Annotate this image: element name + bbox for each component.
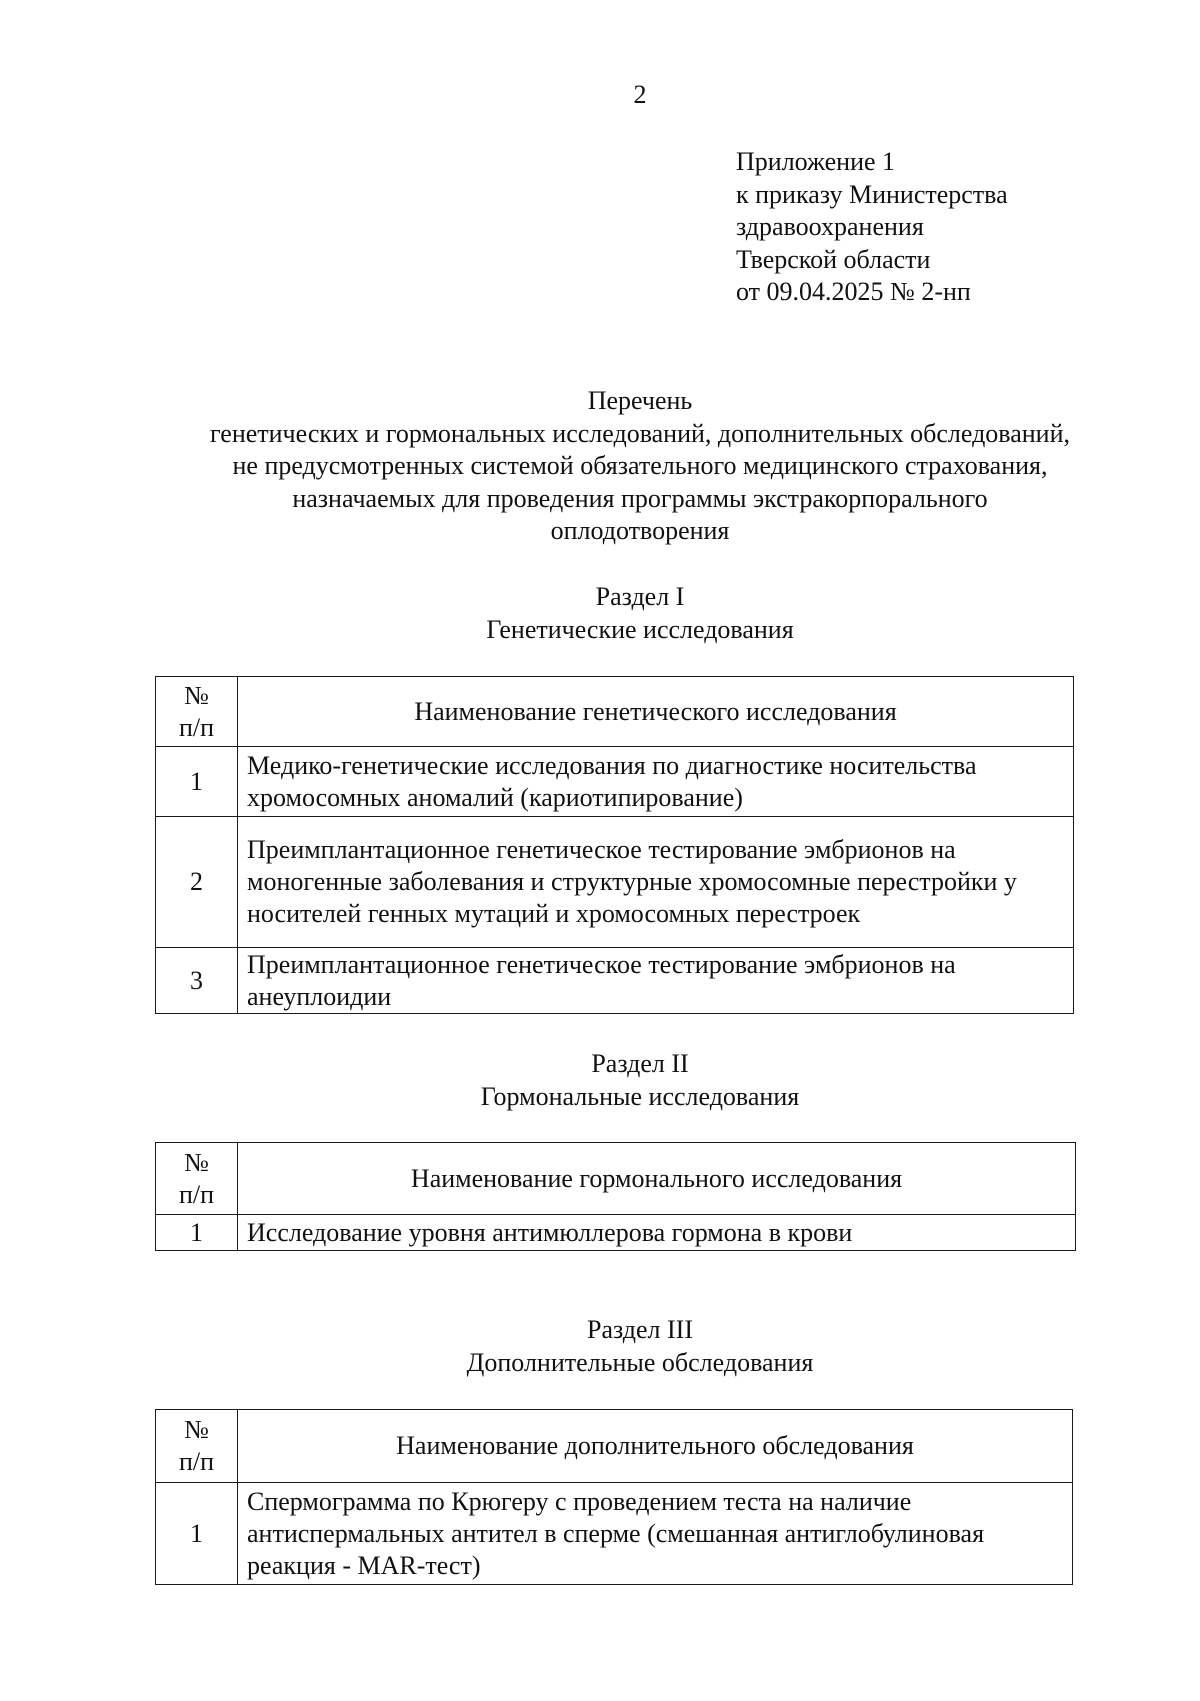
table-header-row (156, 677, 1074, 747)
row-number: 1 (156, 1215, 238, 1251)
row-text: Исследование уровня антимюллерова гормона в крови (238, 1215, 1076, 1251)
header-num-symbol: № (184, 1147, 209, 1177)
table-row (156, 1483, 1073, 1585)
appendix-line: здравоохранения (736, 212, 924, 241)
section-title: Дополнительные обследования (466, 1348, 814, 1377)
document-title (100, 385, 1180, 548)
row-text: Медико-генетические исследования по диагностике носительства хромосомных аномалий (кариотипирование) (238, 747, 1074, 817)
title-line: Перечень (587, 386, 693, 415)
appendix-line: Приложение 1 (736, 147, 896, 176)
section-label: Раздел I (595, 582, 685, 611)
section-label: Раздел II (591, 1049, 689, 1078)
section-1-heading (100, 580, 1180, 646)
genetic-tests-table (155, 676, 1074, 1014)
row-number: 3 (156, 948, 238, 1014)
header-num-cell (156, 1143, 238, 1215)
section-2-heading (100, 1047, 1180, 1113)
appendix-line: Тверской области (736, 244, 931, 274)
appendix-line: от 09.04.2025 № 2-нп (736, 277, 971, 306)
row-text: Преимплантационное генетическое тестирование эмбрионов на анеуплоидии (238, 948, 1074, 1014)
table-row (156, 747, 1074, 817)
header-num-symbol: № (184, 680, 209, 710)
title-line: генетических и гормональных исследований, дополнительных обследований, (209, 418, 1071, 448)
section-title: Гормональные исследования (480, 1082, 800, 1111)
row-number: 1 (156, 1483, 238, 1585)
table-row (156, 817, 1074, 948)
header-num-abbr: п/п (178, 712, 215, 742)
hormonal-tests-table (155, 1142, 1076, 1251)
header-num-abbr: п/п (178, 1447, 215, 1476)
row-text: Преимплантационное генетическое тестирование эмбрионов на моногенные заболевания и структурные хромосомные перестройки у носителей генных мутаций и хромосомных перестроек (238, 817, 1074, 948)
table-header-row (156, 1143, 1076, 1215)
header-name-cell: Наименование гормонального исследования (238, 1143, 1076, 1215)
header-num-cell (156, 1410, 238, 1483)
appendix-line: к приказу Министерства (736, 179, 1008, 209)
additional-exams-table (155, 1409, 1073, 1585)
header-name-cell: Наименование генетического исследования (238, 677, 1074, 747)
section-label: Раздел III (586, 1315, 694, 1344)
header-num-cell (156, 677, 238, 747)
row-number: 2 (156, 817, 238, 948)
section-3-heading (100, 1313, 1180, 1379)
table-header-row (156, 1410, 1073, 1483)
title-line: оплодотворения (550, 516, 730, 545)
title-line: назначаемых для проведения программы экстракорпорального (292, 483, 988, 513)
appendix-block (736, 146, 1008, 309)
page-number: 2 (633, 80, 647, 109)
title-line: не предусмотренных системой обязательного медицинского страхования, (232, 451, 1048, 480)
header-name-cell: Наименование дополнительного обследования (238, 1410, 1073, 1483)
header-num-abbr: п/п (178, 1179, 215, 1209)
row-text: Спермограмма по Крюгеру с проведением теста на наличие антиспермальных антител в сперме (смешанная антиглобулиновая реакция - MAR-тест) (238, 1483, 1073, 1585)
header-num-symbol: № (184, 1415, 209, 1444)
table-row (156, 948, 1074, 1014)
section-title: Генетические исследования (486, 615, 794, 644)
table-row (156, 1215, 1076, 1251)
row-number: 1 (156, 747, 238, 817)
